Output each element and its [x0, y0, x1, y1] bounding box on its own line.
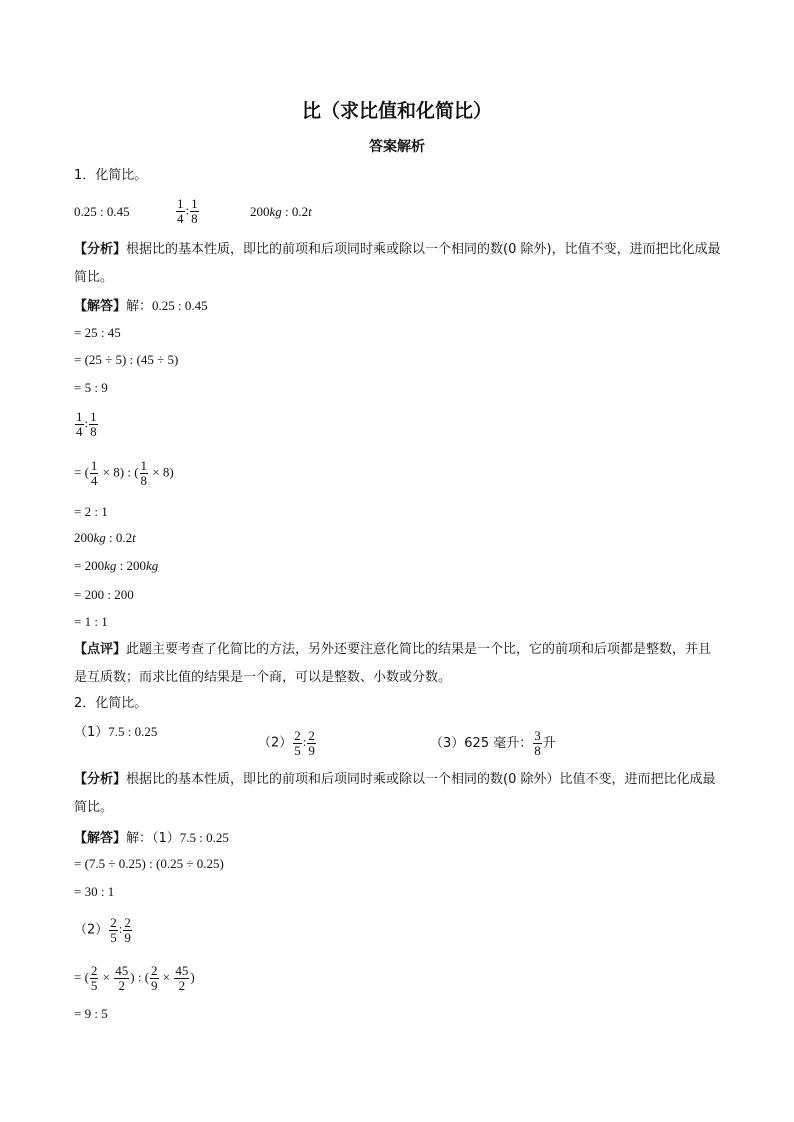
q1-solution-line-9: = 200kg : 200kg — [74, 558, 159, 573]
fraction: $\frac{1}{4}$ — [90, 458, 98, 488]
fraction: $\frac{3}{8}$ — [534, 728, 541, 758]
q1-solution-line-11: = 1 : 1 — [74, 614, 108, 629]
q2-problem-1: （1）7.5 : 0.25 — [74, 724, 158, 740]
fraction: $\frac{1}{4}$ — [76, 409, 83, 439]
q1-problem-2: $\frac{1}{4}$ : $\frac{1}{8}$ — [177, 196, 198, 226]
q2-solution-line-2: = (7.5 ÷ 0.25) : (0.25 ÷ 0.25) — [74, 856, 224, 871]
q2-problem-3: （3）625 毫升： $\frac{3}{8}$ 升 — [430, 728, 556, 758]
fraction: $\frac{1}{8}$ — [191, 196, 198, 226]
q2-solution-line-6: = 9 : 5 — [74, 1006, 108, 1021]
q1-solution-line-4: = 5 : 9 — [74, 380, 108, 395]
q1-comment: 【点评】此题主要考查了化简比的方法，另外还要注意化简比的结果是一个比，它的前项和后项都是整数，并且是互质数；而求比值的结果是一个商，可以是整数、小数或分数。 — [74, 642, 712, 685]
q1-problem-1: 0.25 : 0.45 — [74, 204, 130, 219]
fraction: $\frac{45}{2}$ — [175, 963, 189, 993]
q1-solution-line-5: $\frac{1}{4}$ : $\frac{1}{8}$ — [76, 409, 97, 439]
fraction: $\frac{45}{2}$ — [115, 963, 129, 993]
fraction: $\frac{2}{9}$ — [124, 915, 131, 945]
q1-solution-line-8: 200kg : 0.2t — [74, 530, 136, 545]
q1-solution-line-7: = 2 : 1 — [74, 504, 108, 519]
q2-analysis: 【分析】根据比的基本性质，即比的前项和后项同时乘或除以一个相同的数(0 除外）比值不变，进而把比化成最简比。 — [74, 772, 716, 815]
fraction: $\frac{2}{9}$ — [308, 728, 315, 758]
q1-solution-line-2: = 25 : 45 — [74, 325, 121, 340]
page-title: 比（求比值和化简比） — [301, 100, 492, 122]
q1-solution-line-10: = 200 : 200 — [74, 587, 134, 602]
q1-solution-line-6: = ( $\frac{1}{4}$ × 8) : ( $\frac{1}{8}$ × 8) — [74, 458, 174, 488]
fraction: $\frac{2}{5}$ — [90, 963, 98, 993]
fraction: $\frac{1}{4}$ — [177, 196, 184, 226]
q2-solution-line-4: （2） $\frac{2}{5}$ : $\frac{2}{9}$ — [74, 915, 131, 945]
page-subtitle: 答案解析 — [369, 139, 425, 155]
fraction: $\frac{1}{8}$ — [90, 409, 97, 439]
q2-solution-line-3: = 30 : 1 — [74, 884, 115, 899]
q1-problem-3: 200kg : 0.2t — [250, 204, 312, 219]
q1-solution-line-3: = (25 ÷ 5) : (45 ÷ 5) — [74, 352, 179, 367]
fraction: $\frac{2}{9}$ — [151, 963, 158, 993]
q2-solution-line-1: 【解答】解：（1）7.5 : 0.25 — [74, 830, 229, 846]
fraction: $\frac{2}{5}$ — [294, 728, 301, 758]
q2-problem-2: （2） $\frac{2}{5}$ : $\frac{2}{9}$ — [258, 728, 315, 758]
q2-solution-line-5: = ( $\frac{2}{5}$ × $\frac{45}{2}$ ) : ( $\frac{2}{9}$ × $\frac{45}{2}$ ) — [74, 963, 195, 993]
q1-solution-line-1: 【解答】解：0.25 : 0.45 — [74, 298, 208, 314]
fraction: $\frac{2}{5}$ — [110, 915, 117, 945]
q1-label: 1．化简比。 — [74, 168, 148, 183]
q2-label: 2．化简比。 — [74, 696, 148, 711]
fraction: $\frac{1}{8}$ — [140, 458, 148, 488]
q1-analysis: 【分析】根据比的基本性质，即比的前项和后项同时乘或除以一个相同的数(0 除外)，比值不变，进而把比化成最简比。 — [74, 242, 721, 285]
